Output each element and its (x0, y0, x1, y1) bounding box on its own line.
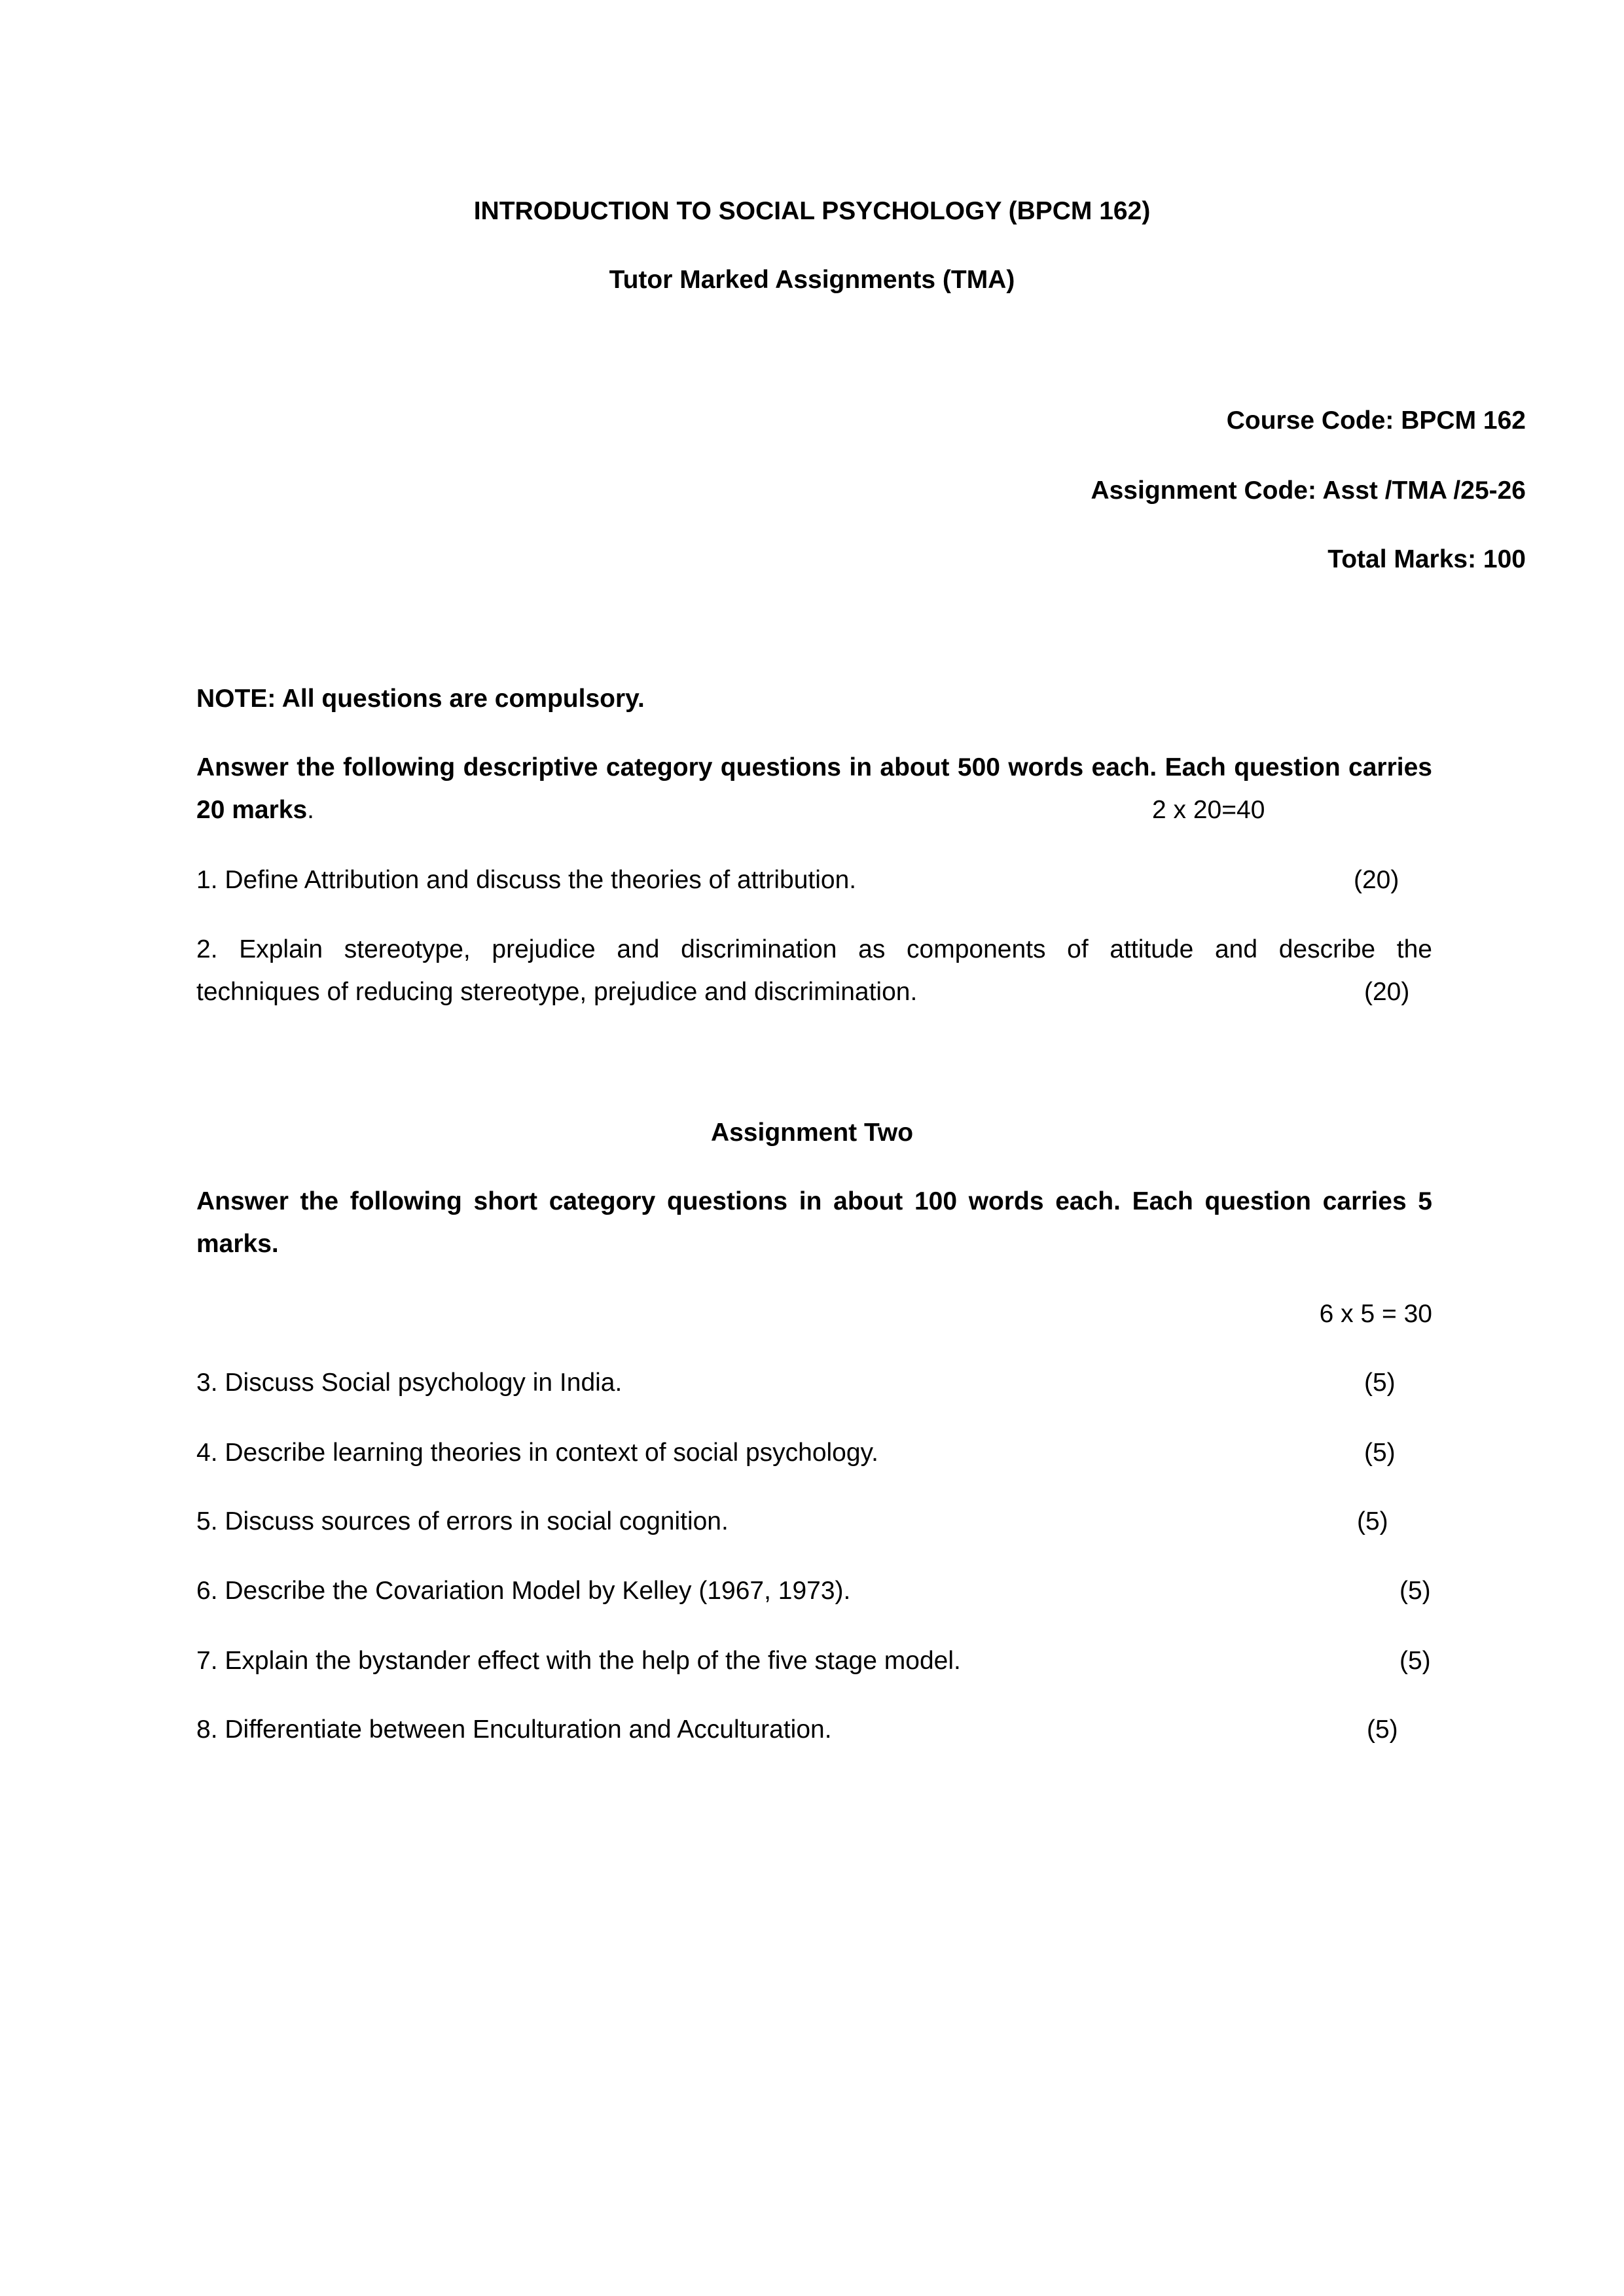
page-title: INTRODUCTION TO SOCIAL PSYCHOLOGY (BPCM 162) (473, 197, 1151, 225)
total-marks: Total Marks: 100 (1327, 545, 1526, 573)
section-two-marks-formula: 6 x 5 = 30 (1319, 1300, 1432, 1328)
section-one-marks-label: 20 marks (196, 796, 308, 824)
question-7-marks: (5) (1399, 1647, 1431, 1675)
question-3-marks: (5) (1364, 1369, 1396, 1397)
question-8-marks: (5) (1367, 1715, 1398, 1744)
page-subtitle: Tutor Marked Assignments (TMA) (609, 266, 1015, 294)
assignment-code: Assignment Code: Asst /TMA /25-26 (1091, 476, 1526, 505)
note-text: NOTE: All questions are compulsory. (196, 685, 645, 713)
section-one-period: . (307, 796, 314, 824)
section-one-instruction-line1: Answer the following descriptive category questions in about 500 words each. Each question carries (196, 753, 1432, 781)
question-5-marks: (5) (1357, 1507, 1388, 1535)
question-4-text: 4. Describe learning theories in context of social psychology. (196, 1439, 878, 1467)
question-6-marks: (5) (1399, 1577, 1431, 1605)
question-6-text: 6. Describe the Covariation Model by Kelley (1967, 1973). (196, 1577, 851, 1605)
question-3-text: 3. Discuss Social psychology in India. (196, 1369, 623, 1397)
course-code: Course Code: BPCM 162 (1226, 406, 1526, 435)
question-1-text: 1. Define Attribution and discuss the theories of attribution. (196, 866, 857, 894)
question-7-text: 7. Explain the bystander effect with the help of the five stage model. (196, 1647, 961, 1675)
section-two-instruction-line1: Answer the following short category questions in about 100 words each. Each question carries 5 (196, 1187, 1432, 1215)
question-2-marks: (20) (1364, 978, 1410, 1006)
section-two-instruction-line2: marks. (196, 1230, 279, 1258)
question-2-text-line2: techniques of reducing stereotype, prejudice and discrimination. (196, 978, 918, 1006)
section-one-instruction-line2 (196, 795, 314, 826)
question-1-marks: (20) (1354, 866, 1399, 894)
section-one-marks-formula: 2 x 20=40 (1152, 796, 1265, 824)
question-4-marks: (5) (1364, 1439, 1396, 1467)
question-8-text: 8. Differentiate between Enculturation and Acculturation. (196, 1715, 832, 1744)
question-2-text-line1: 2. Explain stereotype, prejudice and discrimination as components of attitude and describe the (196, 935, 1432, 963)
question-5-text: 5. Discuss sources of errors in social cognition. (196, 1507, 729, 1535)
section-two-heading: Assignment Two (710, 1119, 914, 1147)
